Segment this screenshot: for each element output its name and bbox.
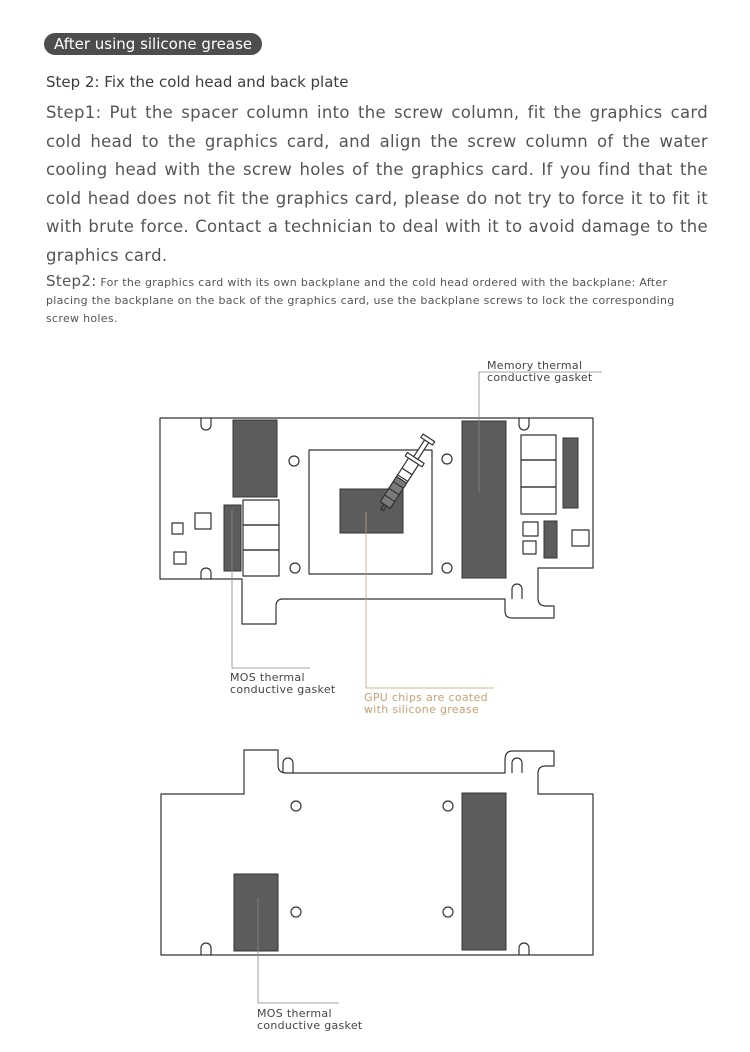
- backplate-memory-pad: [462, 793, 506, 950]
- section-badge: After using silicone grease: [44, 33, 262, 55]
- memory-gasket-label: Memory thermal conductive gasket: [487, 359, 593, 384]
- backplate-outline: [161, 750, 593, 955]
- back-mos-gasket-label: MOS thermal conductive gasket: [257, 1007, 363, 1032]
- gpu-grease-label: GPU chips are coated with silicone grease: [364, 691, 488, 716]
- front-mos-pad: [224, 505, 241, 571]
- step2-lead: Step2:: [46, 272, 97, 290]
- step-subtitle: Step 2: Fix the cold head and back plate: [46, 73, 349, 91]
- step1-paragraph: Step1: Put the spacer column into the screw column, fit the graphics card cold head to the graphics card, and align the screw column of the water cooling head with the screw holes of the graphics card. If you find that the cold head does not fit the graphics card, please do not try to force it to fit it with brute force. Contact a technician to deal with it to avoid damage to the graphics card.: [46, 103, 708, 265]
- step2-body: For the graphics card with its own backplane and the cold head ordered with the backplane: After placing the backplane on the back of the graphics card, use the backplane screws to lock the corresponding screw holes.: [46, 276, 675, 325]
- silicone-grease-syringe-icon: [374, 432, 438, 515]
- front-mos-gasket-label: MOS thermal conductive gasket: [230, 671, 336, 696]
- front-top-left-pad: [233, 420, 277, 497]
- right-vrm-pad: [563, 438, 578, 508]
- backplate-mos-pad: [234, 874, 278, 951]
- memory-pad: [462, 421, 506, 578]
